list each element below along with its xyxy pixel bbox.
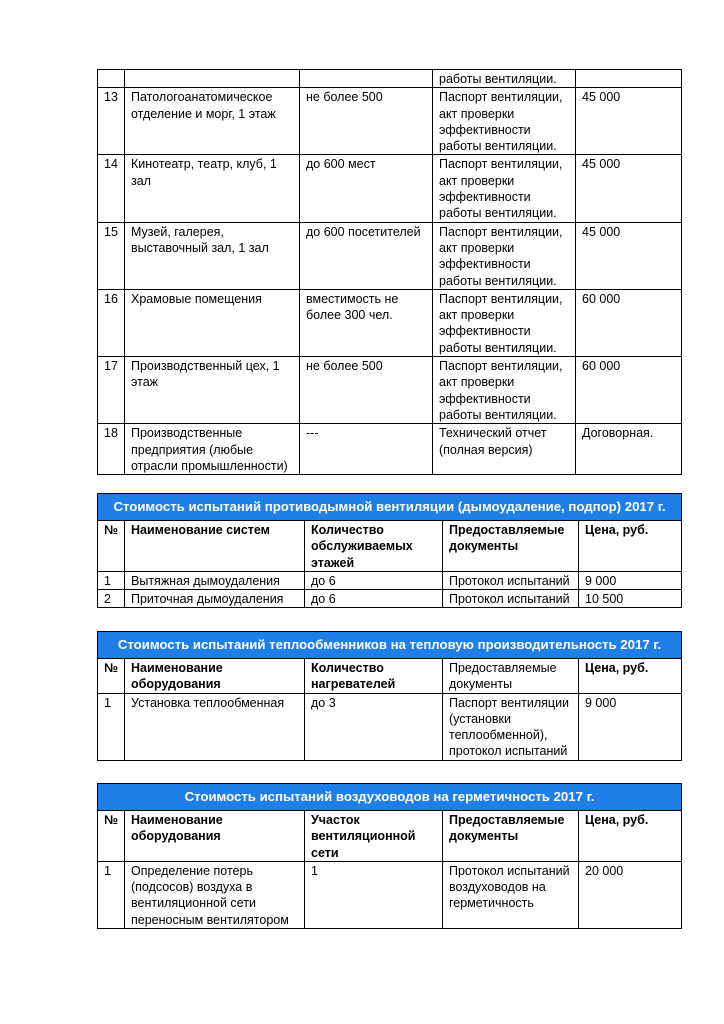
header-section: Участок вентиляционной сети bbox=[305, 811, 443, 862]
provided-documents: Протокол испытаний bbox=[443, 571, 579, 589]
row-number: 18 bbox=[98, 424, 125, 475]
header-name: Наименование оборудования bbox=[125, 811, 305, 862]
object-capacity: до 600 посетителей bbox=[300, 222, 433, 289]
table-row bbox=[98, 155, 682, 222]
table-caption-row bbox=[98, 784, 682, 811]
provided-documents: Паспорт вентиляции (установки теплообменной), протокол испытаний bbox=[443, 693, 579, 760]
price-table-smoke-ventilation bbox=[97, 493, 682, 608]
row-number: 15 bbox=[98, 222, 125, 289]
row-number bbox=[98, 70, 125, 88]
equipment-name: Установка теплообменная bbox=[125, 693, 305, 760]
object-capacity: до 600 мест bbox=[300, 155, 433, 222]
provided-documents: Технический отчет (полная версия) bbox=[433, 424, 576, 475]
system-name: Приточная дымоудаления bbox=[125, 590, 305, 608]
table-row bbox=[98, 70, 682, 88]
heaters-count: до 3 bbox=[305, 693, 443, 760]
table-header-row bbox=[98, 521, 682, 572]
table-row bbox=[98, 222, 682, 289]
table-caption: Стоимость испытаний теплообменников на тепловую производительность 2017 г. bbox=[98, 632, 682, 659]
row-number: 1 bbox=[98, 861, 125, 928]
price: 9 000 bbox=[579, 571, 682, 589]
header-heaters: Количество нагревателей bbox=[305, 659, 443, 694]
price: 9 000 bbox=[579, 693, 682, 760]
object-name bbox=[125, 70, 300, 88]
header-documents: Предоставляемые документы bbox=[443, 521, 579, 572]
price-table-heat-exchangers bbox=[97, 631, 682, 761]
table-caption-row bbox=[98, 494, 682, 521]
system-name: Вытяжная дымоудаления bbox=[125, 571, 305, 589]
table-row bbox=[98, 693, 682, 760]
table-row bbox=[98, 289, 682, 356]
object-name: Производственные предприятия (любые отрасли промышленности) bbox=[125, 424, 300, 475]
table-row bbox=[98, 88, 682, 155]
header-number: № bbox=[98, 659, 125, 694]
provided-documents: Паспорт вентиляции, акт проверки эффективности работы вентиляции. bbox=[433, 222, 576, 289]
object-name: Патологоанатомическое отделение и морг, 1 этаж bbox=[125, 88, 300, 155]
price: 45 000 bbox=[576, 155, 682, 222]
price: 20 000 bbox=[579, 861, 682, 928]
price: 45 000 bbox=[576, 222, 682, 289]
table-row bbox=[98, 861, 682, 928]
provided-documents: Протокол испытаний воздуховодов на герметичность bbox=[443, 861, 579, 928]
row-number: 13 bbox=[98, 88, 125, 155]
object-capacity: не более 500 bbox=[300, 88, 433, 155]
header-name: Наименование оборудования bbox=[125, 659, 305, 694]
object-capacity: вместимость не более 300 чел. bbox=[300, 289, 433, 356]
header-number: № bbox=[98, 811, 125, 862]
provided-documents: Паспорт вентиляции, акт проверки эффективности работы вентиляции. bbox=[433, 88, 576, 155]
floors-count: до 6 bbox=[305, 590, 443, 608]
header-floors: Количество обслуживаемых этажей bbox=[305, 521, 443, 572]
row-number: 2 bbox=[98, 590, 125, 608]
provided-documents: работы вентиляции. bbox=[433, 70, 576, 88]
price: 10 500 bbox=[579, 590, 682, 608]
object-name: Кинотеатр, театр, клуб, 1 зал bbox=[125, 155, 300, 222]
price-table-duct-tightness bbox=[97, 783, 682, 929]
price: 45 000 bbox=[576, 88, 682, 155]
header-price: Цена, руб. bbox=[579, 811, 682, 862]
table-caption-row bbox=[98, 632, 682, 659]
header-price: Цена, руб. bbox=[579, 521, 682, 572]
network-section: 1 bbox=[305, 861, 443, 928]
provided-documents: Паспорт вентиляции, акт проверки эффективности работы вентиляции. bbox=[433, 289, 576, 356]
price-table-ventilation-efficiency bbox=[97, 69, 682, 475]
table-row bbox=[98, 424, 682, 475]
object-capacity bbox=[300, 70, 433, 88]
table-header-row bbox=[98, 811, 682, 862]
header-name: Наименование систем bbox=[125, 521, 305, 572]
table-caption: Стоимость испытаний воздуховодов на герметичность 2017 г. bbox=[98, 784, 682, 811]
object-name: Производственный цех, 1 этаж bbox=[125, 357, 300, 424]
object-name: Храмовые помещения bbox=[125, 289, 300, 356]
row-number: 1 bbox=[98, 571, 125, 589]
row-number: 17 bbox=[98, 357, 125, 424]
object-name: Музей, галерея, выставочный зал, 1 зал bbox=[125, 222, 300, 289]
price: 60 000 bbox=[576, 357, 682, 424]
table-row bbox=[98, 590, 682, 608]
table-row bbox=[98, 357, 682, 424]
floors-count: до 6 bbox=[305, 571, 443, 589]
price: Договорная. bbox=[576, 424, 682, 475]
row-number: 14 bbox=[98, 155, 125, 222]
header-documents: Предоставляемые документы bbox=[443, 659, 579, 694]
header-number: № bbox=[98, 521, 125, 572]
provided-documents: Паспорт вентиляции, акт проверки эффективности работы вентиляции. bbox=[433, 155, 576, 222]
provided-documents: Паспорт вентиляции, акт проверки эффективности работы вентиляции. bbox=[433, 357, 576, 424]
table-caption: Стоимость испытаний противодымной вентиляции (дымоудаление, подпор) 2017 г. bbox=[98, 494, 682, 521]
equipment-name: Определение потерь (подсосов) воздуха в вентиляционной сети переносным вентилятором bbox=[125, 861, 305, 928]
table-row bbox=[98, 571, 682, 589]
row-number: 16 bbox=[98, 289, 125, 356]
row-number: 1 bbox=[98, 693, 125, 760]
object-capacity: не более 500 bbox=[300, 357, 433, 424]
header-documents: Предоставляемые документы bbox=[443, 811, 579, 862]
price bbox=[576, 70, 682, 88]
provided-documents: Протокол испытаний bbox=[443, 590, 579, 608]
price: 60 000 bbox=[576, 289, 682, 356]
table-header-row bbox=[98, 659, 682, 694]
object-capacity: --- bbox=[300, 424, 433, 475]
header-price: Цена, руб. bbox=[579, 659, 682, 694]
